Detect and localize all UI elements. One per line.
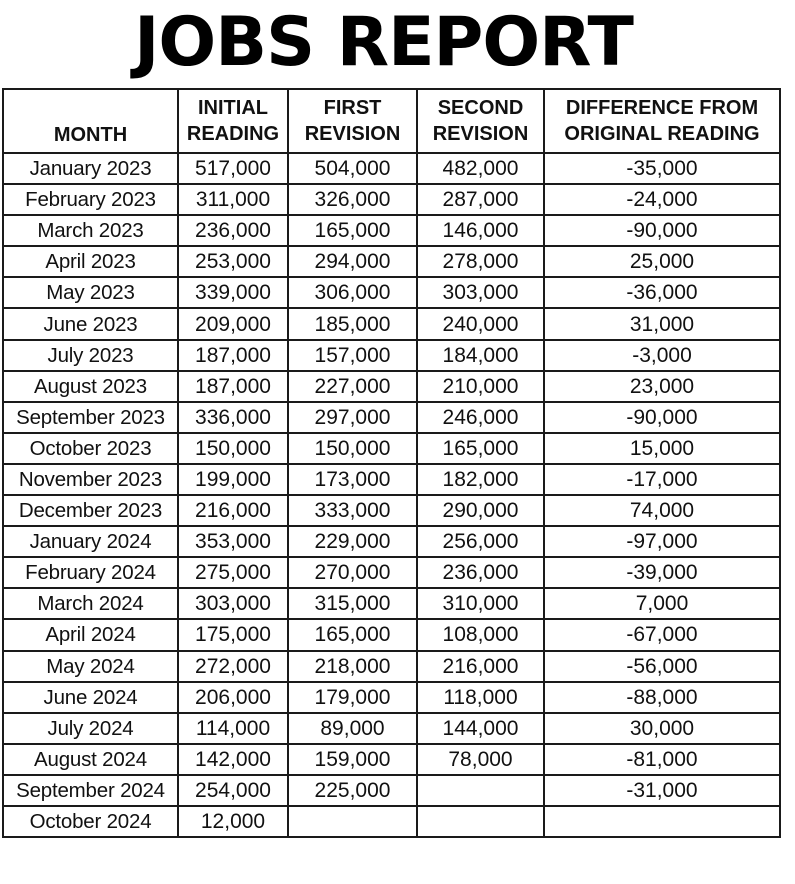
second-revision-cell: 78,000 [417, 744, 544, 775]
table-row [3, 340, 780, 371]
initial-reading-cell: 339,000 [178, 277, 288, 308]
second-revision-cell: 240,000 [417, 308, 544, 339]
header-diff-line1: DIFFERENCE FROM [565, 97, 759, 119]
month-cell: July 2024 [3, 713, 178, 744]
second-revision-cell: 165,000 [417, 433, 544, 464]
first-revision-cell: 333,000 [288, 495, 417, 526]
difference-cell: -31,000 [544, 775, 780, 806]
first-revision-cell: 227,000 [288, 371, 417, 402]
second-revision-cell: 303,000 [417, 277, 544, 308]
header-second-line2: REVISION [432, 123, 529, 145]
second-revision-cell: 482,000 [417, 153, 544, 184]
table-row [3, 402, 780, 433]
first-revision-cell: 297,000 [288, 402, 417, 433]
header-second-line1: SECOND [437, 97, 524, 119]
difference-cell: 7,000 [544, 588, 780, 619]
difference-cell: 31,000 [544, 308, 780, 339]
difference-cell: -24,000 [544, 184, 780, 215]
page-title: JOBS REPORT [134, 3, 633, 82]
table-row [3, 464, 780, 495]
difference-cell: 74,000 [544, 495, 780, 526]
second-revision-cell: 236,000 [417, 557, 544, 588]
initial-reading-cell: 303,000 [178, 588, 288, 619]
first-revision-cell: 504,000 [288, 153, 417, 184]
first-revision-cell: 270,000 [288, 557, 417, 588]
table-row [3, 308, 780, 339]
month-cell: October 2023 [3, 433, 178, 464]
month-cell: April 2024 [3, 619, 178, 650]
table-row [3, 153, 780, 184]
table-row [3, 806, 780, 837]
table-row [3, 588, 780, 619]
month-cell: August 2024 [3, 744, 178, 775]
first-revision-cell: 150,000 [288, 433, 417, 464]
jobs-report-table [2, 88, 781, 838]
month-cell: January 2023 [3, 153, 178, 184]
second-revision-cell [417, 806, 544, 837]
month-cell: April 2023 [3, 246, 178, 277]
initial-reading-cell: 311,000 [178, 184, 288, 215]
initial-reading-cell: 114,000 [178, 713, 288, 744]
difference-cell: -39,000 [544, 557, 780, 588]
difference-cell: 25,000 [544, 246, 780, 277]
difference-cell: 15,000 [544, 433, 780, 464]
header-difference [544, 89, 780, 153]
second-revision-cell: 146,000 [417, 215, 544, 246]
month-cell: October 2024 [3, 806, 178, 837]
second-revision-cell [417, 775, 544, 806]
initial-reading-cell: 253,000 [178, 246, 288, 277]
difference-cell: -3,000 [544, 340, 780, 371]
table-row [3, 557, 780, 588]
initial-reading-cell: 209,000 [178, 308, 288, 339]
difference-cell: -36,000 [544, 277, 780, 308]
initial-reading-cell: 175,000 [178, 619, 288, 650]
first-revision-cell: 294,000 [288, 246, 417, 277]
table-row [3, 526, 780, 557]
month-cell: February 2023 [3, 184, 178, 215]
initial-reading-cell: 272,000 [178, 651, 288, 682]
month-cell: March 2023 [3, 215, 178, 246]
second-revision-cell: 290,000 [417, 495, 544, 526]
table-row [3, 713, 780, 744]
month-cell: December 2023 [3, 495, 178, 526]
first-revision-cell: 315,000 [288, 588, 417, 619]
month-cell: January 2024 [3, 526, 178, 557]
difference-cell: -17,000 [544, 464, 780, 495]
difference-cell: -56,000 [544, 651, 780, 682]
month-cell: May 2024 [3, 651, 178, 682]
initial-reading-cell: 236,000 [178, 215, 288, 246]
initial-reading-cell: 275,000 [178, 557, 288, 588]
month-cell: June 2024 [3, 682, 178, 713]
table-row [3, 433, 780, 464]
first-revision-cell [288, 806, 417, 837]
header-month [3, 89, 178, 153]
difference-cell: -81,000 [544, 744, 780, 775]
initial-reading-cell: 12,000 [178, 806, 288, 837]
table-row [3, 184, 780, 215]
second-revision-cell: 118,000 [417, 682, 544, 713]
second-revision-cell: 278,000 [417, 246, 544, 277]
first-revision-cell: 225,000 [288, 775, 417, 806]
table-row [3, 215, 780, 246]
initial-reading-cell: 150,000 [178, 433, 288, 464]
second-revision-cell: 108,000 [417, 619, 544, 650]
month-cell: September 2024 [3, 775, 178, 806]
table-row [3, 744, 780, 775]
second-revision-cell: 182,000 [417, 464, 544, 495]
second-revision-cell: 144,000 [417, 713, 544, 744]
initial-reading-cell: 216,000 [178, 495, 288, 526]
second-revision-cell: 310,000 [417, 588, 544, 619]
initial-reading-cell: 199,000 [178, 464, 288, 495]
table-row [3, 682, 780, 713]
first-revision-cell: 229,000 [288, 526, 417, 557]
header-first-line1: FIRST [323, 97, 382, 119]
month-cell: September 2023 [3, 402, 178, 433]
header-initial-line1: INITIAL [198, 97, 268, 119]
second-revision-cell: 184,000 [417, 340, 544, 371]
header-initial-reading [178, 89, 288, 153]
header-diff-line2: ORIGINAL READING [564, 123, 760, 145]
difference-cell: -97,000 [544, 526, 780, 557]
month-cell: February 2024 [3, 557, 178, 588]
month-cell: March 2024 [3, 588, 178, 619]
difference-cell: -90,000 [544, 215, 780, 246]
difference-cell: -35,000 [544, 153, 780, 184]
table-row [3, 495, 780, 526]
header-initial-line2: READING [186, 123, 280, 145]
table-row [3, 775, 780, 806]
second-revision-cell: 287,000 [417, 184, 544, 215]
header-month-label: MONTH [53, 124, 128, 146]
second-revision-cell: 246,000 [417, 402, 544, 433]
first-revision-cell: 165,000 [288, 215, 417, 246]
second-revision-cell: 216,000 [417, 651, 544, 682]
initial-reading-cell: 142,000 [178, 744, 288, 775]
table-row [3, 277, 780, 308]
second-revision-cell: 210,000 [417, 371, 544, 402]
first-revision-cell: 326,000 [288, 184, 417, 215]
first-revision-cell: 159,000 [288, 744, 417, 775]
difference-cell: -88,000 [544, 682, 780, 713]
first-revision-cell: 179,000 [288, 682, 417, 713]
table-row [3, 619, 780, 650]
initial-reading-cell: 187,000 [178, 340, 288, 371]
initial-reading-cell: 187,000 [178, 371, 288, 402]
difference-cell: 23,000 [544, 371, 780, 402]
initial-reading-cell: 517,000 [178, 153, 288, 184]
header-second-revision [417, 89, 544, 153]
month-cell: August 2023 [3, 371, 178, 402]
initial-reading-cell: 206,000 [178, 682, 288, 713]
month-cell: July 2023 [3, 340, 178, 371]
first-revision-cell: 218,000 [288, 651, 417, 682]
first-revision-cell: 306,000 [288, 277, 417, 308]
header-first-revision [288, 89, 417, 153]
first-revision-cell: 165,000 [288, 619, 417, 650]
month-cell: May 2023 [3, 277, 178, 308]
table-row [3, 246, 780, 277]
difference-cell: -90,000 [544, 402, 780, 433]
header-row [3, 89, 780, 153]
second-revision-cell: 256,000 [417, 526, 544, 557]
initial-reading-cell: 336,000 [178, 402, 288, 433]
difference-cell: 30,000 [544, 713, 780, 744]
month-cell: November 2023 [3, 464, 178, 495]
difference-cell: -67,000 [544, 619, 780, 650]
table-row [3, 651, 780, 682]
initial-reading-cell: 353,000 [178, 526, 288, 557]
initial-reading-cell: 254,000 [178, 775, 288, 806]
first-revision-cell: 89,000 [288, 713, 417, 744]
first-revision-cell: 173,000 [288, 464, 417, 495]
first-revision-cell: 157,000 [288, 340, 417, 371]
header-first-line2: REVISION [304, 123, 401, 145]
first-revision-cell: 185,000 [288, 308, 417, 339]
table-row [3, 371, 780, 402]
month-cell: June 2023 [3, 308, 178, 339]
difference-cell [544, 806, 780, 837]
